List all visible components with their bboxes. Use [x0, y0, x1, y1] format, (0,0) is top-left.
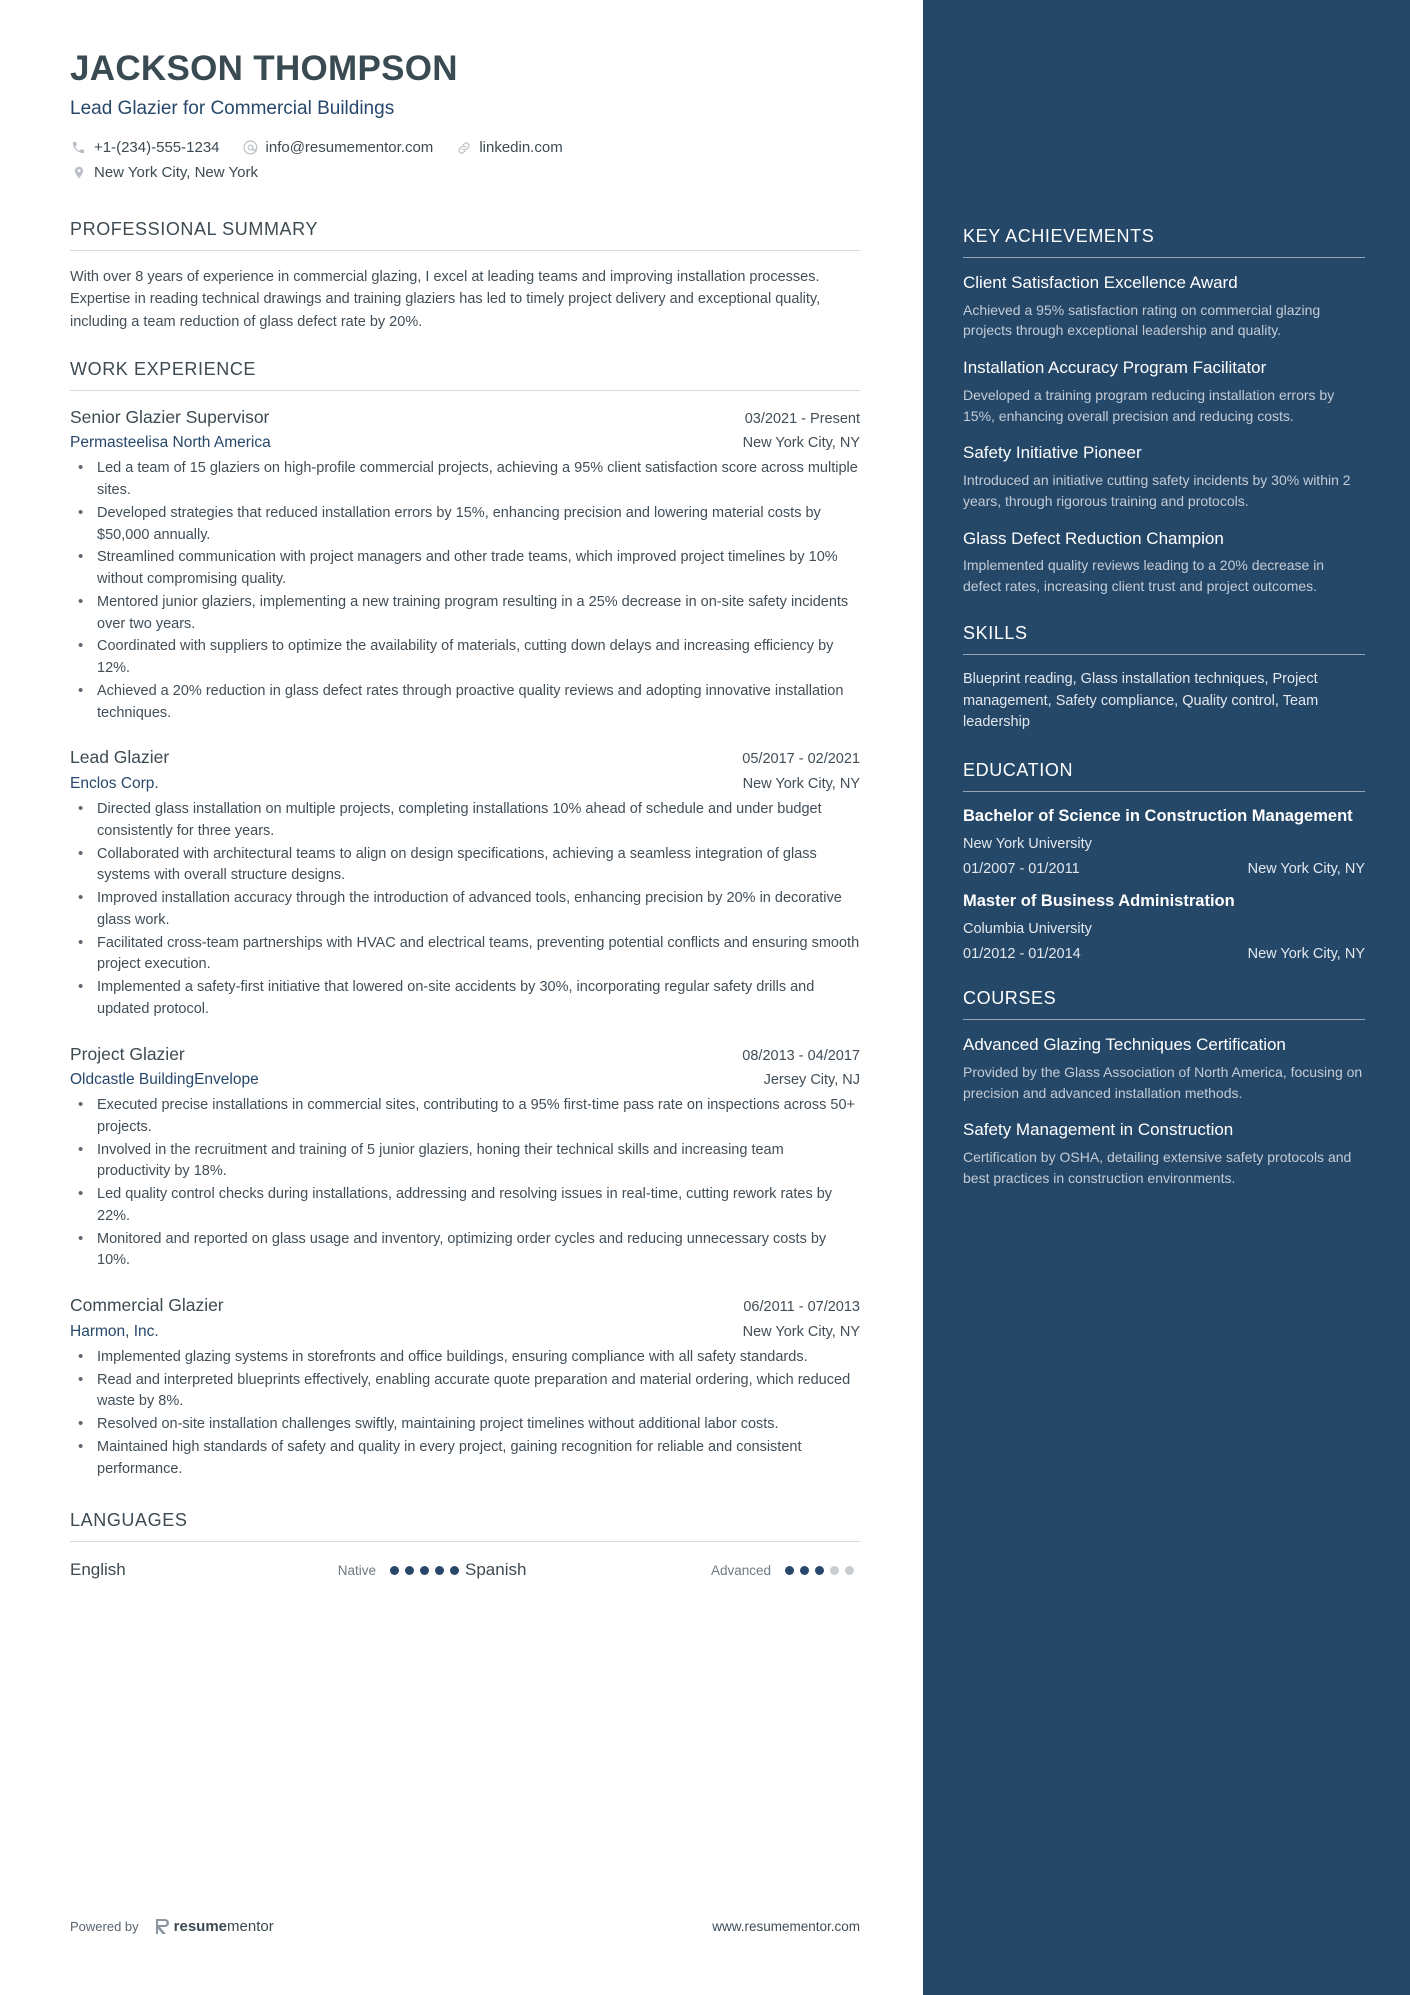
job-company: Enclos Corp. — [70, 775, 159, 793]
language-name: Spanish — [465, 1560, 527, 1580]
job-bullets — [70, 458, 860, 724]
rating-dot-filled — [815, 1566, 824, 1575]
achievement-title: Glass Defect Reduction Champion — [963, 528, 1224, 548]
achievement-title: Installation Accuracy Program Facilitator — [963, 358, 1267, 378]
job-bullet: • Streamlined communication with project managers and other trade teams, which improved project timelines by 10% without compromising quality. — [70, 547, 860, 591]
achievement-description: Introduced an initiative cutting safety incidents by 30% within 2 years, through rigorous training and protocols. — [963, 472, 1351, 509]
divider — [70, 1541, 860, 1542]
achievement-item — [963, 442, 1365, 511]
language-name: English — [70, 1560, 126, 1580]
job-bullet: • Resolved on-site installation challenges swiftly, maintaining project timelines without additional labor costs. — [70, 1414, 860, 1436]
job-bullet: • Achieved a 20% reduction in glass defect rates through proactive quality reviews and adopting innovative installation techniques. — [70, 681, 860, 725]
course-title: Safety Management in Construction — [963, 1120, 1234, 1140]
education-item — [963, 806, 1365, 877]
section-key-achievements — [963, 226, 1365, 597]
summary-heading: PROFESSIONAL SUMMARY — [70, 219, 319, 240]
course-description: Certification by OSHA, detailing extensive safety protocols and best practices in construction environments. — [963, 1149, 1352, 1186]
link-icon — [455, 139, 472, 156]
rating-dot-filled — [420, 1566, 429, 1575]
languages-row — [70, 1557, 860, 1580]
achievement-item — [963, 272, 1365, 341]
resumementor-logo[interactable] — [155, 1918, 274, 1935]
education-location: New York City, NY — [1247, 946, 1365, 963]
job-role: Project Glazier — [70, 1043, 185, 1064]
divider — [963, 654, 1365, 655]
job-dates: 06/2011 - 07/2013 — [743, 1299, 860, 1316]
rating-dot-filled — [450, 1566, 459, 1575]
job-role: Lead Glazier — [70, 747, 170, 768]
divider — [70, 250, 860, 251]
achievement-title: Client Satisfaction Excellence Award — [963, 273, 1238, 292]
course-item — [963, 1119, 1365, 1188]
experience-row-role — [70, 746, 860, 770]
brand-name-bold: resume — [173, 1918, 228, 1935]
job-bullet: • Implemented a safety-first initiative that lowered on-site accidents by 30%, incorporating regular safety drills and updated protocol. — [70, 977, 860, 1021]
phone-icon — [70, 139, 87, 156]
job-bullet: • Led a team of 15 glaziers on high-profile commercial projects, achieving a 95% client satisfaction score across multiple sites. — [70, 458, 860, 502]
job-dates: 03/2021 - Present — [744, 410, 860, 427]
contact-linkedin[interactable] — [455, 139, 562, 156]
powered-by-label: Powered by — [70, 1919, 139, 1934]
education-dates: 01/2007 - 01/2011 — [963, 861, 1080, 878]
divider — [70, 390, 860, 391]
contact-info — [70, 139, 860, 181]
job-bullet: • Implemented glazing systems in storefronts and office buildings, ensuring compliance with all safety standards. — [70, 1347, 860, 1369]
experience-item — [70, 1294, 860, 1480]
job-bullet: • Coordinated with suppliers to optimize the availability of materials, cutting down delays and increasing efficiency by 12%. — [70, 636, 860, 680]
course-item — [963, 1034, 1365, 1103]
language-rating-dots — [390, 1566, 465, 1575]
job-bullets — [70, 1095, 860, 1272]
section-courses — [963, 988, 1365, 1188]
job-location: New York City, NY — [742, 776, 860, 793]
job-bullet: • Monitored and reported on glass usage and inventory, optimizing order cycles and reducing unnecessary costs by 10%. — [70, 1229, 860, 1273]
rating-dot-filled — [435, 1566, 444, 1575]
skills-list: Blueprint reading, Glass installation techniques, Project management, Safety compliance, Quality control, Team leadership — [963, 670, 1319, 731]
divider — [963, 257, 1365, 258]
job-bullet: • Improved installation accuracy through the introduction of advanced tools, enhancing precision by 20% in decorative glass work. — [70, 888, 860, 932]
job-dates: 08/2013 - 04/2017 — [742, 1047, 860, 1064]
education-meta — [963, 861, 1365, 877]
achievement-description: Achieved a 95% satisfaction rating on commercial glazing projects through exceptional leadership and quality. — [963, 301, 1321, 339]
achievement-description: Developed a training program reducing installation errors by 15%, enhancing overall precision and reducing costs. — [963, 386, 1335, 424]
job-company: Harmon, Inc. — [70, 1322, 159, 1340]
course-title: Advanced Glazing Techniques Certification — [963, 1035, 1286, 1055]
contact-line-secondary — [70, 164, 860, 181]
education-location: New York City, NY — [1247, 861, 1365, 878]
experience-row-company — [70, 775, 860, 793]
job-bullet: • Developed strategies that reduced installation errors by 15%, enhancing precision and lowering material costs by $50,000 annually. — [70, 503, 860, 547]
job-bullet: • Executed precise installations in commercial sites, contributing to a 95% first-time pass rate on inspections across 50+ projects. — [70, 1095, 860, 1139]
job-bullets — [70, 1347, 860, 1481]
education-meta — [963, 946, 1365, 962]
education-dates: 01/2012 - 01/2014 — [963, 946, 1081, 963]
job-role: Commercial Glazier — [70, 1295, 224, 1316]
job-bullet: • Facilitated cross-team partnerships with HVAC and electrical teams, preventing potential conflicts and ensuring smooth project execution. — [70, 933, 860, 977]
experience-row-company — [70, 434, 860, 452]
brand-name-light: mentor — [227, 1918, 274, 1935]
contact-phone[interactable] — [70, 139, 220, 156]
rating-dot-filled — [785, 1566, 794, 1575]
powered-by — [70, 1918, 274, 1935]
contact-location — [70, 164, 258, 181]
achievement-item — [963, 357, 1365, 426]
education-degree: Master of Business Administration — [963, 892, 1235, 911]
job-bullet: • Maintained high standards of safety and quality in every project, gaining recognition for reliable and consistent performance. — [70, 1437, 860, 1481]
location-icon — [70, 164, 87, 181]
footer — [70, 1918, 860, 1935]
achievement-description: Implemented quality reviews leading to a 20% decrease in defect rates, increasing client trust and project outcomes. — [963, 557, 1325, 595]
education-item — [963, 891, 1365, 962]
job-bullet: • Directed glass installation on multiple projects, completing installations 10% ahead of schedule and under budget consistently for three years. — [70, 799, 860, 843]
language-item-english — [70, 1560, 465, 1580]
contact-location-text: New York City, New York — [94, 164, 258, 182]
page-title: JACKSON THOMPSON — [70, 49, 458, 88]
job-bullet: • Collaborated with architectural teams to align on design specifications, achieving a seamless integration of glass systems with overall structure designs. — [70, 844, 860, 888]
job-bullet: • Involved in the recruitment and training of 5 junior glaziers, honing their technical skills and increasing team productivity by 18%. — [70, 1140, 860, 1184]
section-languages — [70, 1510, 860, 1580]
section-professional-summary — [70, 219, 860, 333]
section-skills — [963, 623, 1365, 734]
job-company: Oldcastle BuildingEnvelope — [70, 1071, 259, 1089]
course-description: Provided by the Glass Association of North America, focusing on precision and advanced installation methods. — [963, 1063, 1363, 1101]
experience-row-role — [70, 1294, 860, 1318]
job-location: New York City, NY — [742, 1323, 860, 1340]
education-degree: Bachelor of Science in Construction Management — [963, 807, 1353, 825]
contact-linkedin-text: linkedin.com — [479, 139, 563, 157]
education-school: Columbia University — [963, 921, 1092, 938]
experience-row-company — [70, 1071, 860, 1089]
experience-row-role — [70, 406, 860, 430]
achievement-item — [963, 528, 1365, 597]
language-rating-dots — [785, 1566, 860, 1575]
job-bullet: • Read and interpreted blueprints effectively, enabling accurate quote preparation and material ordering, which reduced waste by 8%. — [70, 1370, 860, 1414]
achievements-heading: KEY ACHIEVEMENTS — [963, 226, 1155, 246]
achievement-title: Safety Initiative Pioneer — [963, 443, 1142, 463]
divider — [963, 1019, 1365, 1020]
education-school: New York University — [963, 836, 1092, 853]
experience-row-company — [70, 1323, 860, 1341]
job-bullet: • Mentored junior glaziers, implementing a new training program resulting in a 25% decrease in on-site safety incidents over two years. — [70, 592, 860, 636]
sidebar — [923, 0, 1410, 1995]
experience-item — [70, 406, 860, 725]
bookmark-icon — [155, 1918, 170, 1935]
contact-email-text: info@resumementor.com — [265, 139, 434, 157]
language-level: Advanced — [710, 1562, 771, 1578]
section-education — [963, 760, 1365, 962]
experience-item — [70, 746, 860, 1020]
divider — [963, 791, 1365, 792]
language-level: Native — [337, 1562, 376, 1578]
email-icon — [242, 139, 259, 156]
job-role: Senior Glazier Supervisor — [70, 406, 270, 427]
language-item-spanish — [465, 1560, 860, 1580]
contact-email[interactable] — [242, 139, 434, 156]
rating-dot-filled — [390, 1566, 399, 1575]
job-company: Permasteelisa North America — [70, 434, 271, 452]
courses-heading: COURSES — [963, 988, 1057, 1009]
header-job-title: Lead Glazier for Commercial Buildings — [70, 97, 395, 119]
rating-dot-filled — [800, 1566, 809, 1575]
summary-text: With over 8 years of experience in commercial glazing, I excel at leading teams and improving installation processes. Expertise in reading technical drawings and training glaziers has led to timely project delivery and exceptional quality, including a team reduction of glass defect rate by 20%. — [70, 269, 821, 330]
experience-row-role — [70, 1043, 860, 1067]
languages-heading: LANGUAGES — [70, 1510, 188, 1531]
rating-dot-empty — [830, 1566, 839, 1575]
job-location: New York City, NY — [742, 435, 860, 452]
experience-item — [70, 1043, 860, 1273]
job-bullet: • Led quality control checks during installations, addressing and resolving issues in real-time, cutting rework rates by 22%. — [70, 1184, 860, 1228]
job-bullets — [70, 799, 860, 1021]
section-work-experience — [70, 359, 860, 1481]
rating-dot-empty — [845, 1566, 854, 1575]
job-location: Jersey City, NJ — [763, 1072, 860, 1089]
site-url[interactable]: www.resumementor.com — [712, 1919, 860, 1934]
contact-phone-text: +1-(234)-555-1234 — [94, 139, 220, 157]
skills-heading: SKILLS — [963, 622, 1028, 643]
contact-line-primary — [70, 139, 860, 156]
job-dates: 05/2017 - 02/2021 — [742, 751, 860, 768]
education-heading: EDUCATION — [963, 760, 1074, 780]
experience-heading: WORK EXPERIENCE — [70, 358, 257, 379]
rating-dot-filled — [405, 1566, 414, 1575]
